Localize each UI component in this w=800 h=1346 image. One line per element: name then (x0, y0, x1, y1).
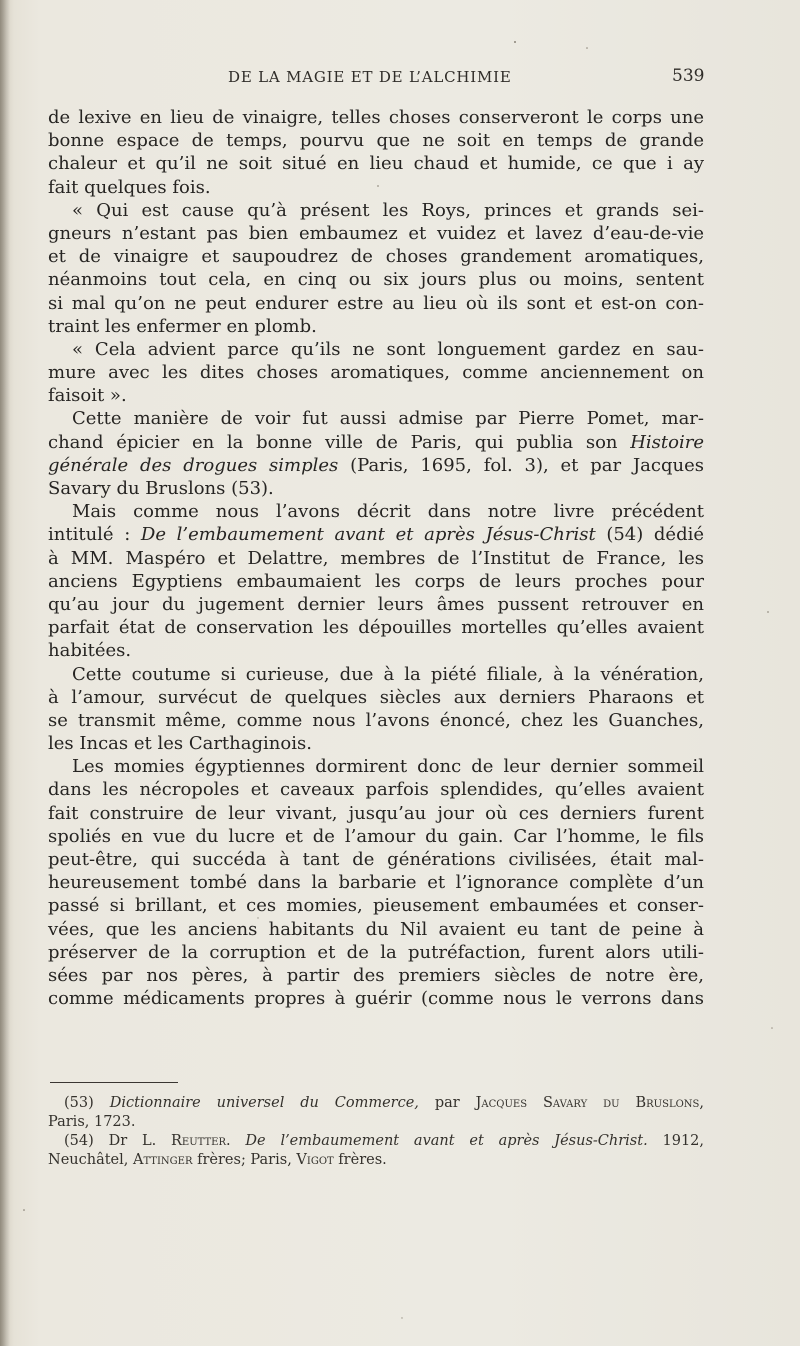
text-line (48, 454, 704, 477)
text-span: faisoit ». (48, 385, 127, 407)
text-line (48, 268, 704, 291)
text-line (48, 477, 704, 500)
text-span: Paris, 1723. (48, 1114, 136, 1130)
text-line (48, 361, 704, 384)
text-span: chand épicier en la bonne ville de Paris, qui publia son (48, 431, 631, 453)
text-span: par (418, 1095, 476, 1111)
text-span: (53) (64, 1095, 110, 1111)
text-line (48, 639, 704, 662)
text-span: chaleur et qu’il ne soit situé en lieu chaud et humide, ce que i ay (48, 153, 704, 175)
text-line (48, 871, 704, 894)
text-span: fait construire de leur vivant, jusqu’au jour où ces derniers furent (48, 802, 704, 824)
text-span: bonne espace de temps, pourvu que ne soit en temps de grande (48, 130, 704, 152)
text-line (48, 129, 704, 152)
footnote-line (48, 1094, 704, 1113)
text-span: Neuchâtel, (48, 1152, 133, 1168)
text-line (48, 222, 704, 245)
text-line (48, 709, 704, 732)
text-line (48, 732, 704, 755)
text-span: Cette manière de voir fut aussi admise par Pierre Pomet, mar- (72, 408, 704, 430)
text-span: intitulé : (48, 524, 141, 546)
text-span: de lexive en lieu de vinaigre, telles choses conserveront le corps une (48, 107, 704, 128)
text-line (48, 663, 704, 686)
footnote-line (48, 1151, 704, 1170)
text-line (48, 755, 704, 778)
text-line (48, 407, 704, 430)
text-line (48, 431, 704, 454)
text-line (48, 570, 704, 593)
text-line (48, 523, 704, 546)
text-line (48, 964, 704, 987)
text-span: si mal qu’on ne peut endurer estre au lieu où ils sont et est-on con- (48, 292, 704, 314)
text-line (48, 338, 704, 361)
text-span: qu’au jour du jugement dernier leurs âmes pussent retrouver en (48, 593, 704, 615)
text-line (48, 778, 704, 801)
gutter-shadow (0, 0, 10, 1346)
small-caps-span: Jacques Savary du Bruslons (475, 1095, 700, 1111)
text-span: gneurs n’estant pas bien embaumez et vuidez et lavez d’eau-de-vie (48, 222, 704, 244)
footnote-rule (50, 1082, 178, 1083)
italic-span: Histoire (630, 431, 704, 453)
small-caps-span: Reutter (171, 1133, 226, 1149)
footnote-line (48, 1113, 704, 1132)
text-span: Savary du Bruslons (53). (48, 478, 274, 499)
text-span: comme médicaments propres à guérir (comme nous le verrons dans (48, 988, 704, 1010)
text-line (48, 825, 704, 848)
text-span: traint les enfermer en plomb. (48, 315, 317, 337)
text-line (48, 547, 704, 570)
text-span: se transmit même, comme nous l’avons énoncé, chez les Guanches, (48, 709, 704, 731)
text-line (48, 500, 704, 523)
text-line (48, 686, 704, 709)
text-span: et de vinaigre et saupoudrez de choses grandement aromatiques, (48, 246, 704, 268)
text-span: sées par nos pères, à partir des premiers siècles de notre ère, (48, 964, 704, 986)
text-span: Mais comme nous l’avons décrit dans notre livre précédent (72, 501, 704, 523)
body-text (48, 106, 704, 1010)
text-span: les Incas et les Carthaginois. (48, 733, 312, 755)
text-span: Cette coutume si curieuse, due à la piété filiale, à la vénération, (72, 663, 704, 685)
text-span: (54) dédié (595, 524, 705, 546)
text-span: , (699, 1095, 705, 1111)
footnotes (48, 1094, 704, 1170)
text-span: . (226, 1133, 246, 1149)
text-span: fait quelques fois. (48, 176, 211, 198)
text-span: « Qui est cause qu’à présent les Roys, princes et grands sei- (72, 199, 704, 221)
footnote-line (48, 1132, 704, 1151)
text-line (48, 176, 704, 199)
text-span: parfait état de conservation les dépouilles mortelles qu’elles avaient (48, 617, 704, 639)
text-span: heureusement tombé dans la barbarie et l’ignorance complète d’un (48, 872, 704, 894)
text-line (48, 941, 704, 964)
text-line (48, 894, 704, 917)
text-line (48, 616, 704, 639)
text-line (48, 918, 704, 941)
text-span: frères; Paris, (192, 1152, 297, 1168)
text-line (48, 245, 704, 268)
text-line (48, 987, 704, 1010)
text-span: à MM. Maspéro et Delattre, membres de l’Institut de France, les (48, 547, 704, 569)
italic-span: De l’embaumement avant et après Jésus-Christ (140, 524, 596, 546)
text-span: spoliés en vue du lucre et de l’amour du gain. Car l’homme, le fils (48, 825, 704, 847)
italic-span: Dictionnaire universel du Commerce, (109, 1095, 419, 1111)
text-span: (54) Dr L. (64, 1133, 171, 1149)
page-number: 539 (672, 66, 705, 86)
text-span: frères. (333, 1152, 387, 1168)
running-head: DE LA MAGIE ET DE L’ALCHIMIE (228, 68, 512, 86)
text-span: habitées. (48, 640, 132, 662)
text-span: Les momies égyptiennes dormirent donc de leur dernier sommeil (72, 756, 704, 778)
text-span: (Paris, 1695, fol. 3), et par Jacques (338, 454, 704, 476)
text-line (48, 384, 704, 407)
text-line (48, 593, 704, 616)
text-line (48, 802, 704, 825)
text-line (48, 199, 704, 222)
small-caps-span: Vigot (296, 1152, 334, 1168)
text-span: vées, que les anciens habitants du Nil avaient eu tant de peine à (48, 918, 704, 940)
text-line (48, 848, 704, 871)
text-span: préserver de la corruption et de la putréfaction, furent alors utili- (48, 941, 704, 963)
text-line (48, 152, 704, 175)
text-span: 1912, (647, 1133, 705, 1149)
text-span: dans les nécropoles et caveaux parfois splendides, qu’elles avaient (48, 779, 704, 801)
text-span: néanmoins tout cela, en cinq ou six jours plus ou moins, sentent (48, 269, 704, 291)
italic-span: De l’embaumement avant et après Jésus-Christ. (245, 1133, 648, 1149)
italic-span: générale des drogues simples (48, 454, 339, 476)
text-line (48, 292, 704, 315)
text-span: mure avec les dites choses aromatiques, comme anciennement on (48, 362, 704, 384)
text-line (48, 106, 704, 129)
text-span: passé si brillant, et ces momies, pieusement embaumées et conser- (48, 895, 704, 917)
text-span: peut-être, qui succéda à tant de générations civilisées, était mal- (48, 849, 704, 870)
small-caps-span: Attinger (132, 1152, 193, 1168)
text-line (48, 315, 704, 338)
text-span: à l’amour, survécut de quelques siècles aux derniers Pharaons et (48, 686, 704, 708)
text-span: anciens Egyptiens embaumaient les corps de leurs proches pour (48, 570, 704, 592)
text-span: « Cela advient parce qu’ils ne sont longuement gardez en sau- (72, 338, 704, 360)
